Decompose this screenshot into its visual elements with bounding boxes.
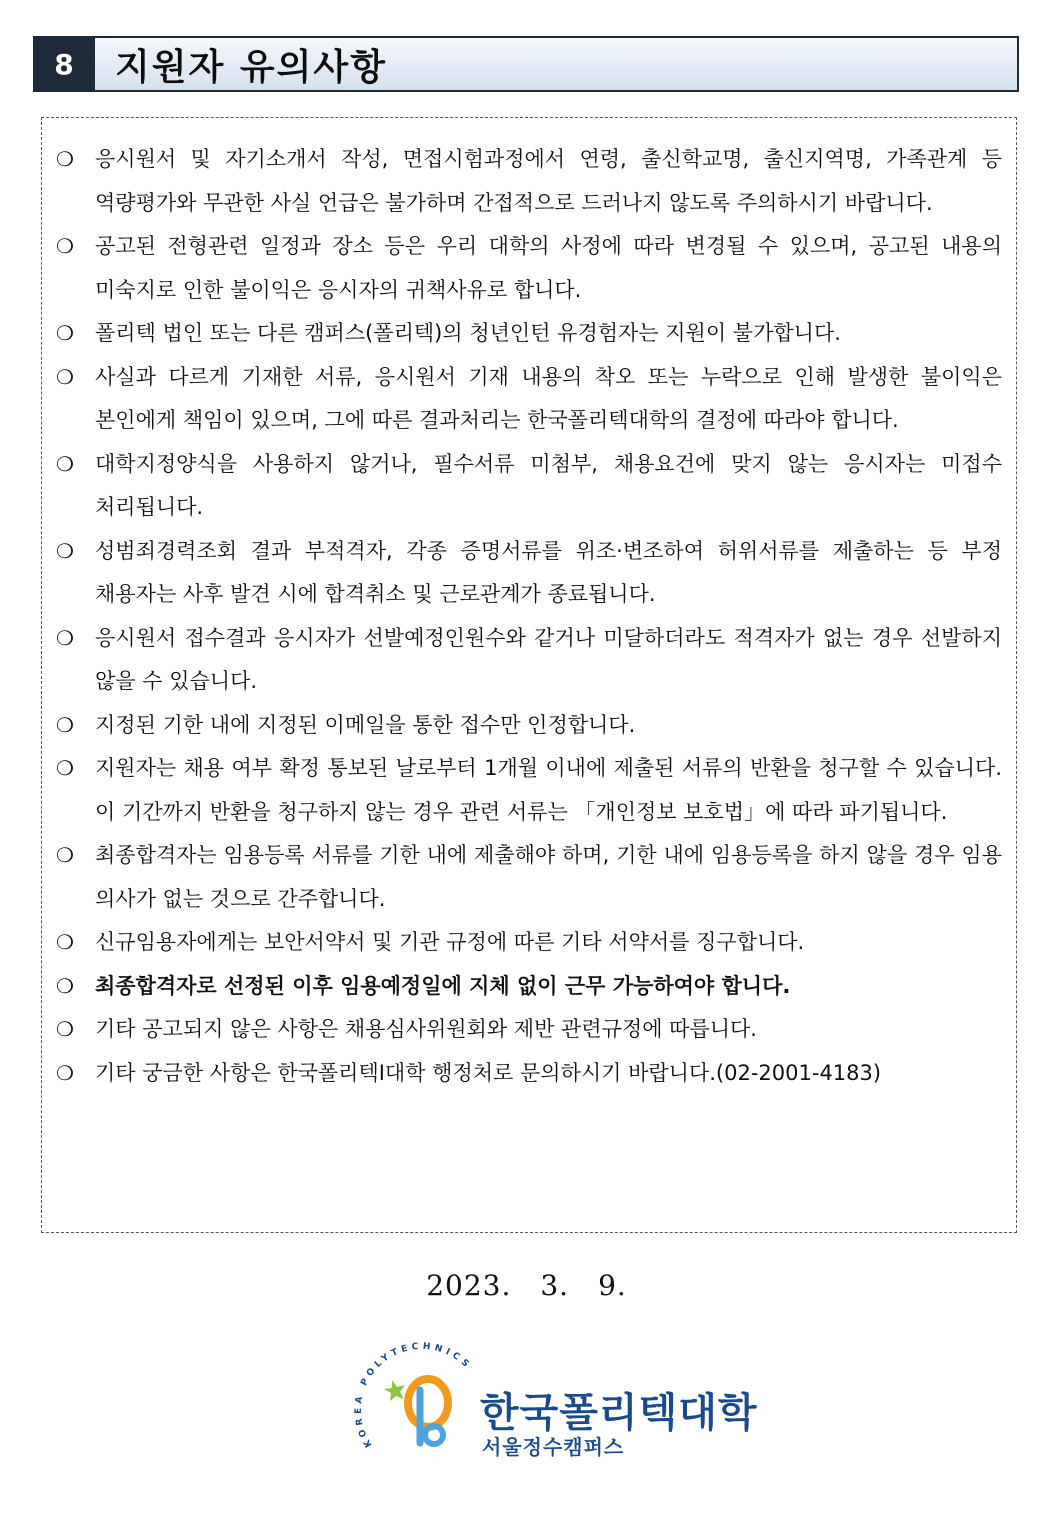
org-name: 한국폴리텍대학 bbox=[480, 1390, 758, 1436]
notice-text: 성범죄경력조회 결과 부적격자, 각종 증명서류를 위조·변조하여 허위서류를 제출하는 등 부정 채용자는 사후 발견 시에 합격취소 및 근로관계가 종료됩니다. bbox=[95, 538, 1002, 606]
notice-text: 신규임용자에게는 보안서약서 및 기관 규정에 따른 기타 서약서를 징구합니다. bbox=[95, 930, 805, 954]
bullet-circle-icon: ❍ bbox=[56, 234, 74, 258]
notice-text: 지정된 기한 내에 지정된 이메일을 통한 접수만 인정합니다. bbox=[95, 712, 636, 737]
notice-text: 대학지정양식을 사용하지 않거나, 필수서류 미첨부, 채용요건에 맞지 않는 응시자는 미접수 처리됩니다. bbox=[95, 451, 1002, 519]
notice-text: 기타 공고되지 않은 사항은 채용심사위원회와 제반 관련규정에 따릅니다. bbox=[95, 1017, 757, 1041]
notice-item bbox=[56, 225, 1002, 312]
bullet-circle-icon: ❍ bbox=[56, 625, 74, 650]
notice-box bbox=[41, 117, 1017, 1233]
section-title: 지원자 유의사항 bbox=[93, 38, 1017, 90]
notice-text: 공고된 전형관련 일정과 장소 등은 우리 대학의 사정에 따라 변경될 수 있으며, 공고된 내용의 미숙지로 인한 불이익은 응시자의 귀책사유로 합니다. bbox=[95, 234, 1002, 302]
notice-text: 폴리텍 법인 또는 다른 캠퍼스(폴리텍)의 청년인턴 유경험자는 지원이 불가합니다. bbox=[95, 321, 841, 345]
notice-item bbox=[56, 921, 1002, 965]
logo-arc-text: KOREA POLYTECHNICS bbox=[353, 1341, 474, 1449]
notice-item bbox=[56, 1052, 1002, 1096]
bullet-circle-icon: ❍ bbox=[56, 712, 74, 737]
bullet-circle-icon: ❍ bbox=[56, 930, 74, 954]
bullet-circle-icon: ❍ bbox=[56, 1017, 74, 1041]
notice-text: 기타 궁금한 사항은 한국폴리텍I대학 행정처로 문의하시기 바랍니다.(02-2001-4183) bbox=[95, 1060, 882, 1085]
notice-item bbox=[56, 834, 1002, 921]
notice-item bbox=[56, 704, 1002, 748]
notice-item bbox=[56, 312, 1002, 356]
notice-item bbox=[56, 965, 1002, 1009]
notice-text: 응시원서 접수결과 응시자가 선발예정인원수와 같거나 미달하더라도 적격자가 없는 경우 선발하지 않을 수 있습니다. bbox=[95, 625, 1002, 693]
bullet-circle-icon: ❍ bbox=[56, 1060, 74, 1085]
notice-text: 사실과 다르게 기재한 서류, 응시원서 기재 내용의 착오 또는 누락으로 인해 발생한 불이익은 본인에게 책임이 있으며, 그에 따른 결과처리는 한국폴리텍대학의 결정에 따라야 합니다. bbox=[95, 364, 1002, 432]
polytechnics-emblem-icon bbox=[350, 1335, 480, 1465]
section-header bbox=[33, 36, 1019, 92]
bullet-circle-icon: ❍ bbox=[56, 364, 74, 389]
document-date: 2023. 3. 9. bbox=[426, 1269, 627, 1302]
bullet-circle-icon: ❍ bbox=[56, 451, 74, 476]
college-logo bbox=[350, 1335, 758, 1465]
notice-item bbox=[56, 138, 1002, 225]
bullet-circle-icon: ❍ bbox=[56, 538, 74, 563]
bullet-circle-icon: ❍ bbox=[56, 147, 74, 171]
bullet-circle-icon: ❍ bbox=[56, 756, 74, 780]
notice-item bbox=[56, 1008, 1002, 1052]
bullet-circle-icon: ❍ bbox=[56, 321, 74, 345]
notice-item bbox=[56, 617, 1002, 704]
section-number: 8 bbox=[35, 38, 93, 90]
bullet-circle-icon: ❍ bbox=[56, 973, 74, 998]
notice-text: 최종합격자는 임용등록 서류를 기한 내에 제출해야 하며, 기한 내에 임용등록을 하지 않을 경우 임용 의사가 없는 것으로 간주합니다. bbox=[95, 843, 1002, 911]
notice-item bbox=[56, 530, 1002, 617]
notice-text: 최종합격자로 선정된 이후 임용예정일에 지체 없이 근무 가능하여야 합니다. bbox=[95, 973, 791, 998]
bullet-circle-icon: ❍ bbox=[56, 843, 74, 867]
notice-item bbox=[56, 443, 1002, 530]
notice-item bbox=[56, 356, 1002, 443]
notice-list bbox=[42, 118, 1016, 1095]
notice-text: 지원자는 채용 여부 확정 통보된 날로부터 1개월 이내에 제출된 서류의 반환을 청구할 수 있습니다. 이 기간까지 반환을 청구하지 않는 경우 관련 서류는 「개인정보 보호법」에 따라 파기됩니다. bbox=[95, 756, 1002, 824]
notice-item bbox=[56, 747, 1002, 834]
svg-text:KOREA POLYTECHNICS bbox=[354, 1342, 473, 1449]
notice-text: 응시원서 및 자기소개서 작성, 면접시험과정에서 연령, 출신학교명, 출신지역명, 가족관계 등 역량평가와 무관한 사실 언급은 불가하며 간접적으로 드러나지 않도록 주의하시기 바랍니다. bbox=[95, 147, 1002, 215]
campus-name: 서울정수캠퍼스 bbox=[482, 1435, 625, 1459]
